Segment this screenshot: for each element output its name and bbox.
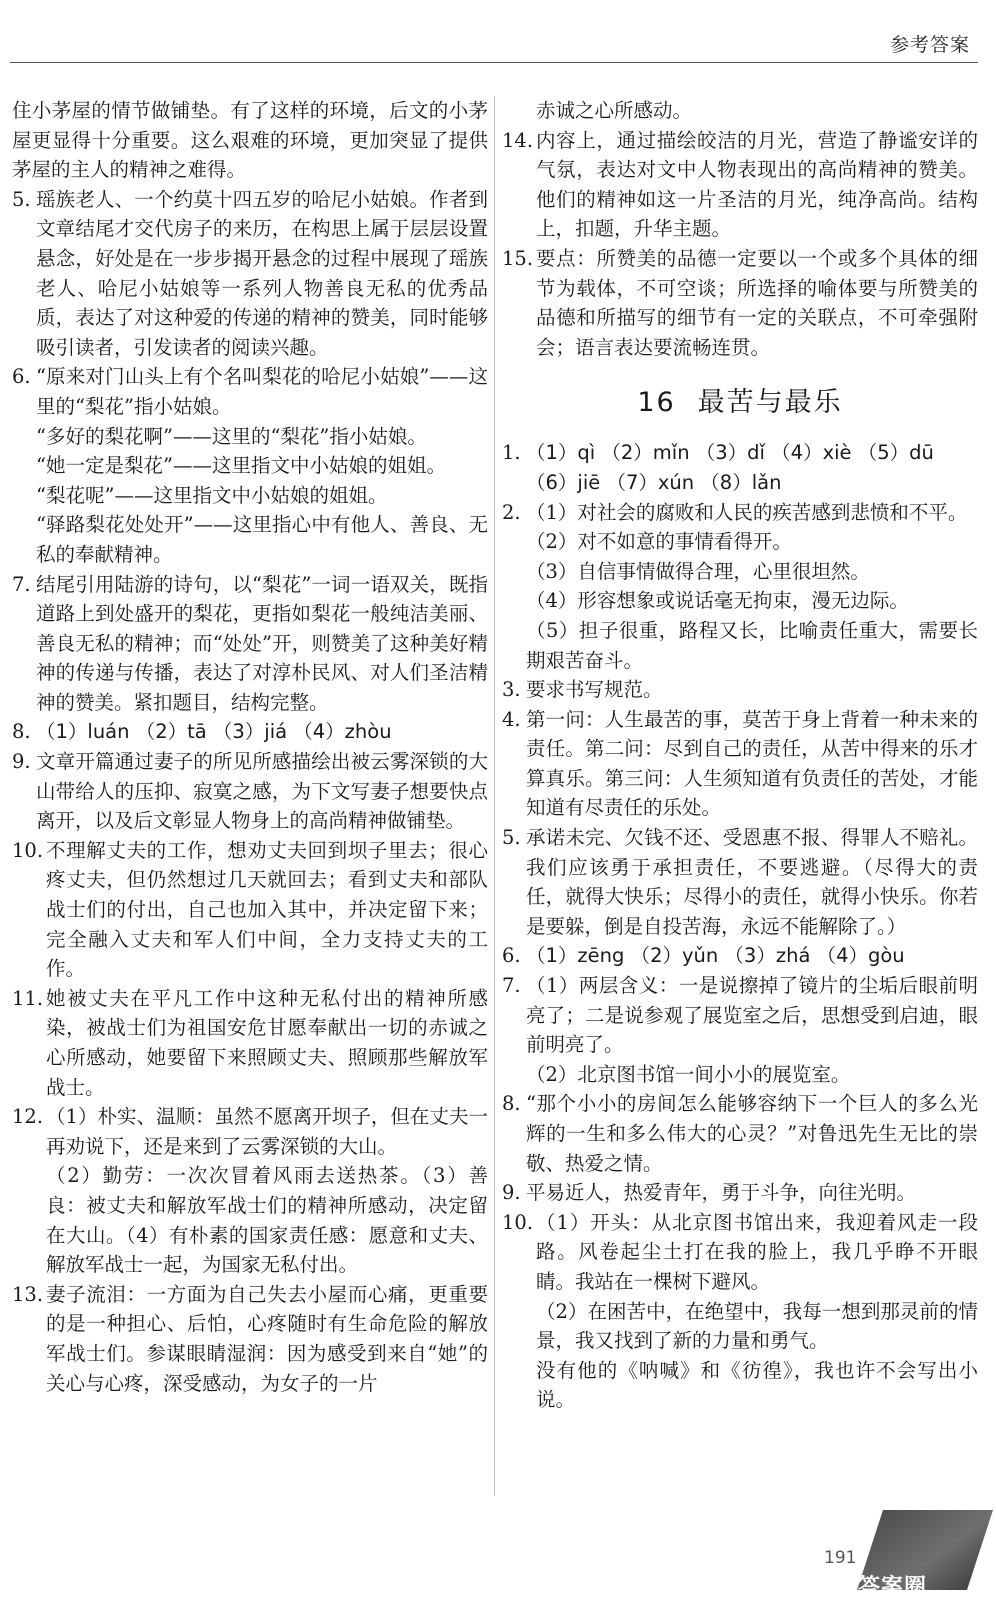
answer-line: “驿路梨花处处开”——这里指心中有他人、善良、无私的奉献精神。 xyxy=(36,513,488,566)
answer-number: 12. xyxy=(12,1105,44,1129)
answer-s6 xyxy=(502,941,978,971)
answer-line: （1）两层含义：一是说擦掉了镜片的尘垢后眼前明亮了；二是说参观了展览室之后，思想受到启迪，眼前明亮了。 xyxy=(526,974,978,1057)
answer-line: 没有他的《呐喊》和《彷徨》，我也许不会写出小说。 xyxy=(536,1358,978,1412)
answer-text: 内容上，通过描绘皎洁的月光，营造了静谧安详的气氛，表达对文中人物表现出的高尚精神的赞美。他们的精神如这一片圣洁的月光，纯净高尚。结构上，扣题，升华主题。 xyxy=(536,128,978,241)
answer-line: （3）自信事情做得合理，心里很坦然。 xyxy=(526,559,870,583)
right-column xyxy=(502,96,978,1415)
answer-line: （2）勤劳：一次次冒着风雨去送热茶。（3）善良：被丈夫和解放军战士们的精神所感动，决定留在大山。（4）有朴素的国家责任感：愿意和丈夫、解放军战士一起，为国家无私付出。 xyxy=(46,1164,488,1277)
section-heading xyxy=(502,384,978,422)
answer-number: 6. xyxy=(502,944,521,968)
answer-line: （4）形容想象或说话毫无拘束，漫无边际。 xyxy=(526,589,909,613)
answer-number: 8. xyxy=(12,720,31,744)
answer-number: 7. xyxy=(502,974,521,998)
answer-13 xyxy=(12,1280,488,1398)
answer-number: 10. xyxy=(12,838,44,862)
answer-number: 4. xyxy=(502,707,521,731)
answer-number: 5. xyxy=(502,826,521,850)
watermark-text: 答案圈 xyxy=(858,1575,928,1600)
answer-15 xyxy=(502,244,978,362)
answer-s10 xyxy=(502,1208,978,1415)
answer-line: （5）担子很重，路程又长，比喻责任重大，需要长期艰苦奋斗。 xyxy=(526,618,978,672)
answer-14 xyxy=(502,126,978,244)
answer-line: “多好的梨花啊”——这里的“梨花”指小姑娘。 xyxy=(36,424,427,448)
answer-text: 妻子流泪：一方面为自己失去小屋而心痛，更重要的是一种担心、后怕，心疼随时有生命危险的解放军战士们。参谋眼睛湿润：因为感受到来自“她”的关心与心疼，深受感动，为女子的一片 xyxy=(46,1282,488,1395)
answer-s3 xyxy=(502,675,978,705)
answer-number: 3. xyxy=(502,678,521,702)
answer-8 xyxy=(12,717,488,747)
answer-11 xyxy=(12,984,488,1102)
answer-text: 要求书写规范。 xyxy=(526,678,663,702)
answer-number: 5. xyxy=(12,187,31,211)
answer-continuation: 住小茅屋的情节做铺垫。有了这样的环境，后文的小茅屋更显得十分重要。这么艰难的环境，更加突显了提供茅屋的主人的精神之难得。 xyxy=(12,99,488,182)
answer-text: 要点：所赞美的品德一定要以一个或多个具体的细节为载体，不可空谈；所选择的喻体要与所赞美的品德和所描写的细节有一定的关联点，不可牵强附会；语言表达要流畅连贯。 xyxy=(536,246,978,359)
answer-number: 9. xyxy=(12,750,31,774)
answer-line: “原来对门山头上有个名叫梨花的哈尼小姑娘”——这里的“梨花”指小姑娘。 xyxy=(36,365,488,418)
answer-text: 第一问：人生最苦的事，莫苦于身上背着一种未来的责任。第二问：尽到自己的责任，从苦中得来的乐才算真乐。第三问：人生须知道有负责任的苦处，才能知道有尽责任的乐处。 xyxy=(526,707,978,820)
answer-text: 瑶族老人、一个约莫十四五岁的哈尼小姑娘。作者到文章结尾才交代房子的来历，在构思上属于层层设置悬念，好处是在一步步揭开悬念的过程中展现了瑶族老人、哈尼小姑娘等一系列人物善良无私的优秀品质，表达了对这种爱的传递的精神的赞美，同时能够吸引读者，引发读者的阅读兴趣。 xyxy=(36,187,488,359)
answer-text: “那个小小的房间怎么能够容纳下一个巨人的多么光辉的一生和多么伟大的心灵？”对鲁迅先生无比的崇敬、热爱之情。 xyxy=(526,1092,978,1175)
left-column xyxy=(12,96,488,1398)
section-number: 16 xyxy=(637,387,676,419)
answer-text: 结尾引用陆游的诗句，以“梨花”一词一语双关，既指道路上到处盛开的梨花，更指如梨花一般纯洁美丽、善良无私的精神；而“处处”开，则赞美了这种美好精神的传递与传播，表达了对淳朴民风、对人们圣洁精神的赞美。紧扣题目，结构完整。 xyxy=(36,572,488,714)
header-title: 参考答案 xyxy=(889,34,970,56)
answer-line: “梨花呢”——这里指文中小姑娘的姐姐。 xyxy=(36,483,388,507)
answer-number: 8. xyxy=(502,1092,521,1116)
column-divider xyxy=(494,96,495,1496)
section-title: 最苦与最乐 xyxy=(697,387,843,419)
answer-number: 1. xyxy=(502,441,521,465)
answer-continuation: 赤诚之心所感动。 xyxy=(536,99,693,122)
answer-s5 xyxy=(502,823,978,941)
answer-text: （1）zēng （2）yǔn （3）zhá （4）gòu xyxy=(526,944,905,968)
answer-s9 xyxy=(502,1178,978,1208)
answer-s2 xyxy=(502,498,978,676)
answer-s7 xyxy=(502,971,978,1089)
answer-12 xyxy=(12,1102,488,1280)
answer-text: 承诺未完、欠钱不还、受恩惠不报、得罪人不赔礼。我们应该勇于承担责任，不要逃避。（尽得大的责任，就得大快乐；尽得小的责任，就得小快乐。你若是要躲，倒是自投苦海，永远不能解除了。） xyxy=(526,826,978,938)
answer-number: 7. xyxy=(12,572,31,596)
answer-line: （2）北京图书馆一间小小的展览室。 xyxy=(526,1062,851,1086)
answer-number: 15. xyxy=(502,246,534,270)
answer-7 xyxy=(12,570,488,718)
page-number: 191 xyxy=(824,1548,857,1568)
answer-9 xyxy=(12,747,488,836)
answer-line: （1）朴实、温顺：虽然不愿离开坝子，但在丈夫一再劝说下，还是来到了云雾深锁的大山。 xyxy=(46,1105,488,1158)
answer-5 xyxy=(12,185,488,363)
answer-line: （1）qì （2）mǐn （3）dǐ （4）xiè （5）dū xyxy=(526,441,934,465)
answer-number: 11. xyxy=(12,986,44,1010)
answer-s1 xyxy=(502,438,978,497)
answer-line: （1）开头：从北京图书馆出来，我迎着风走一段路。风卷起尘土打在我的脸上，我几乎睁不开眼睛。我站在一棵树下避风。 xyxy=(536,1210,978,1293)
answer-text: 文章开篇通过妻子的所见所感描绘出被云雾深锁的大山带给人的压抑、寂寞之感，为下文写妻子想要快点离开，以及后文彰显人物身上的高尚精神做铺垫。 xyxy=(36,750,488,833)
page-header xyxy=(0,0,996,64)
answer-6 xyxy=(12,362,488,569)
answer-number: 6. xyxy=(12,365,31,389)
answer-line: “她一定是梨花”——这里指文中小姑娘的姐姐。 xyxy=(36,454,446,478)
answer-number: 10. xyxy=(502,1210,534,1234)
header-rule xyxy=(10,62,978,63)
answer-text: 平易近人，热爱青年，勇于斗争，向往光明。 xyxy=(526,1181,917,1205)
answer-text: 她被丈夫在平凡工作中这种无私付出的精神所感染，被战士们为祖国安危甘愿奉献出一切的赤诚之心所感动，她要留下来照顾丈夫、照顾那些解放军战士。 xyxy=(46,986,488,1099)
answer-number: 2. xyxy=(502,500,521,524)
answer-s8 xyxy=(502,1089,978,1178)
answer-line: （1）对社会的腐败和人民的疾苦感到悲愤和不平。 xyxy=(526,500,968,524)
answer-text: 不理解丈夫的工作，想劝丈夫回到坝子里去；很心疼丈夫，但仍然想过几天就回去；看到丈夫和部队战士们的付出，自己也加入其中，并决定留下来；完全融入丈夫和军人们中间，全力支持丈夫的工作。 xyxy=(46,838,488,981)
answer-text: （1）luán （2）tā （3）jiá （4）zhòu xyxy=(36,720,392,744)
answer-number: 13. xyxy=(12,1282,44,1306)
answer-10 xyxy=(12,836,488,984)
answer-line: （2）对不如意的事情看得开。 xyxy=(526,530,792,554)
answer-line: （2）在困苦中，在绝望中，我每一想到那灵前的情景，我又找到了新的力量和勇气。 xyxy=(536,1299,978,1353)
answer-s4 xyxy=(502,705,978,823)
answer-number: 9. xyxy=(502,1181,521,1205)
answer-number: 14. xyxy=(502,128,534,152)
answer-line: （6）jiē （7）xún （8）lǎn xyxy=(526,470,782,494)
